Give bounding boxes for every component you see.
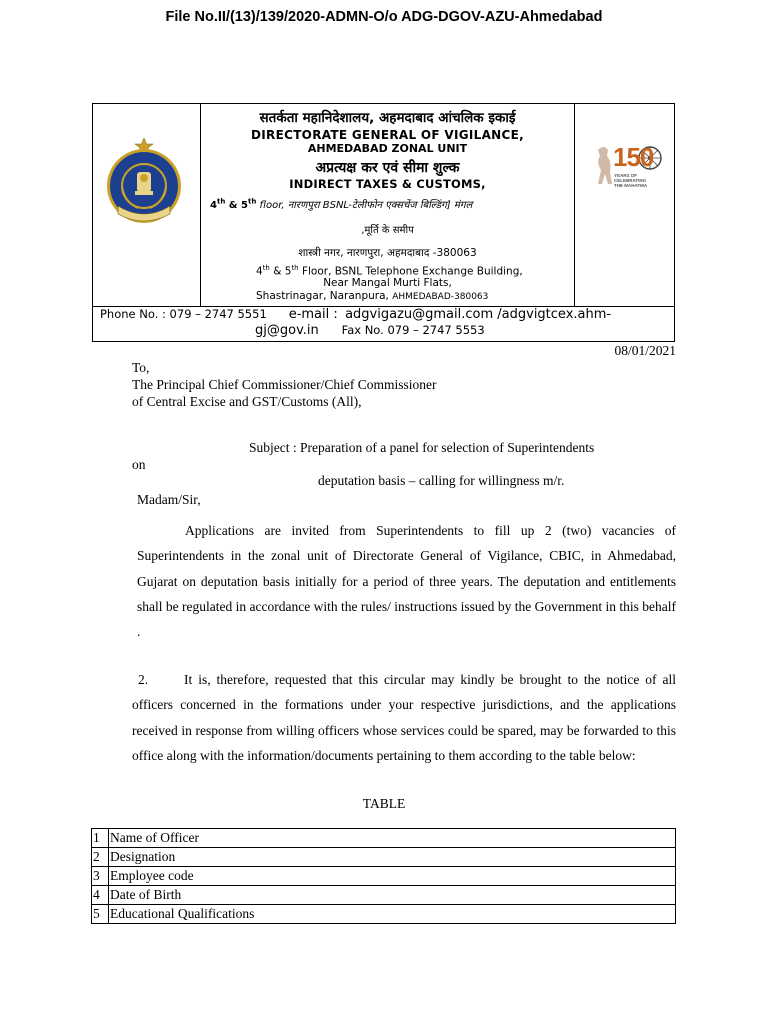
subject-line-2: deputation basis – calling for willingness m/r. — [318, 473, 565, 488]
office-unit-english: AHMEDABAD ZONAL UNIT — [307, 142, 468, 155]
table-row — [92, 848, 676, 867]
subject-on: on — [132, 457, 146, 472]
paragraph-2 — [132, 667, 676, 768]
contact-line-2 — [255, 323, 485, 338]
file-number: File No.II/(13)/139/2020-ADMN-O/o ADG-DGOV-AZU-Ahmedabad — [165, 9, 603, 25]
addressee-line-2: of Central Excise and GST/Customs (All), — [132, 394, 362, 409]
row-number: 1 — [92, 829, 109, 848]
email-link[interactable]: adgvigazu@gmail.com /adgvigtcex.ahm- — [345, 307, 612, 322]
address-hindi-line-1 — [210, 197, 574, 211]
row-label: Name of Officer — [109, 829, 676, 848]
addr-en-city: AHMEDABAD-380063 — [392, 292, 489, 302]
addr-hindi-text: floor, नारणपुरा BSNL-टेलीफोन एक्सचेंज बिल्डिंग] मंगल — [256, 200, 473, 211]
office-name-english: DIRECTORATE GENERAL OF VIGILANCE, — [251, 128, 524, 142]
addr-en-sup-1: th — [262, 264, 270, 272]
row-label: Designation — [109, 848, 676, 867]
table-row — [92, 905, 676, 924]
department-name-hindi: अप्रत्यक्ष कर एवं सीमा शुल्क — [315, 160, 460, 176]
addressee-to: To, — [132, 360, 150, 375]
letterhead-divider-right — [574, 103, 575, 307]
anniversary-caption-2: CELEBRATING — [614, 178, 647, 183]
row-number: 5 — [92, 905, 109, 924]
paragraph-2-number: 2. — [138, 672, 149, 687]
address-english-line-3 — [256, 290, 574, 302]
addr-hindi-sup-2: th — [247, 197, 257, 206]
addressee-line-1: The Principal Chief Commissioner/Chief Commissioner — [132, 377, 437, 392]
table-row — [92, 886, 676, 905]
addr-en-sup-2: th — [291, 264, 299, 272]
letter-date: 08/01/2021 — [614, 343, 676, 358]
anniversary-caption-3: THE MAHATMA — [614, 183, 648, 188]
contact-line-1 — [100, 307, 670, 322]
addr-en-text-1: Floor, BSNL Telephone Exchange Building, — [298, 265, 523, 278]
email-label: e-mail : — [288, 307, 338, 322]
office-name-hindi: सतर्कता महानिदेशालय, अहमदाबाद आंचलिक इकाई — [259, 110, 516, 126]
customs-emblem-icon — [104, 136, 184, 228]
contact-bottom-rule — [92, 341, 675, 342]
row-label: Date of Birth — [109, 886, 676, 905]
row-number: 3 — [92, 867, 109, 886]
table-row — [92, 867, 676, 886]
anniversary-caption-1: YEARS OF — [614, 173, 638, 178]
salutation: Madam/Sir, — [137, 492, 201, 507]
addr-en-num-1: 4 — [256, 265, 263, 278]
row-number: 4 — [92, 886, 109, 905]
addr-en-num-2: & 5 — [269, 265, 292, 278]
anniversary-number: 150 — [613, 142, 654, 172]
paragraph-1: Applications are invited from Superintendents to fill up 2 (two) vacancies of Superintendents in the zonal unit of Directorate General of Vigilance, CBIC, in Ahmedabad, Gujarat on deputation basis initially for a period of three years. The deputation and entitlements shall be regulated in accordance with the rules/ instructions issued by the Government in this behalf . — [137, 523, 676, 640]
addressee-block — [132, 359, 436, 410]
address-english-line-2: Near Mangal Murti Flats, — [323, 277, 452, 289]
addr-hindi-num-2: & 5 — [225, 200, 248, 211]
addr-hindi-num-1: 4 — [210, 200, 217, 211]
phone-number: Phone No. : 079 – 2747 5551 — [100, 307, 267, 321]
row-number: 2 — [92, 848, 109, 867]
addr-hindi-sup-1: th — [216, 197, 226, 206]
address-hindi-line-3: शास्त्री नगर, नारणपुरा, अहमदाबाद -380063 — [298, 247, 477, 259]
anniversary-caption — [614, 173, 647, 188]
email-link-continued[interactable]: gj@gov.in — [255, 323, 319, 338]
gandhi-150-logo — [594, 140, 664, 190]
department-name-english: INDIRECT TAXES & CUSTOMS, — [289, 177, 486, 191]
addr-en-text-3: Shastrinagar, Naranpura, — [256, 290, 393, 302]
officer-info-table — [91, 828, 676, 924]
address-hindi-line-2: ,मूर्ति के समीप — [361, 225, 414, 236]
table-title: TABLE — [362, 796, 406, 811]
paragraph-2-text: It is, therefore, requested that this circular may kindly be brought to the notice of all officers concerned in the formations under your respective jurisdictions, and the applications received in response from willing officers whose services could be spared, may be forwarded to this office along with the information/documents pertaining to them according to the table below: — [132, 672, 676, 763]
row-label: Educational Qualifications — [109, 905, 676, 924]
subject-line-1: Subject : Preparation of a panel for selection of Superintendents — [249, 440, 595, 455]
table-row — [92, 829, 676, 848]
row-label: Employee code — [109, 867, 676, 886]
address-english-line-1 — [256, 264, 574, 278]
fax-number: Fax No. 079 – 2747 5553 — [341, 323, 485, 337]
